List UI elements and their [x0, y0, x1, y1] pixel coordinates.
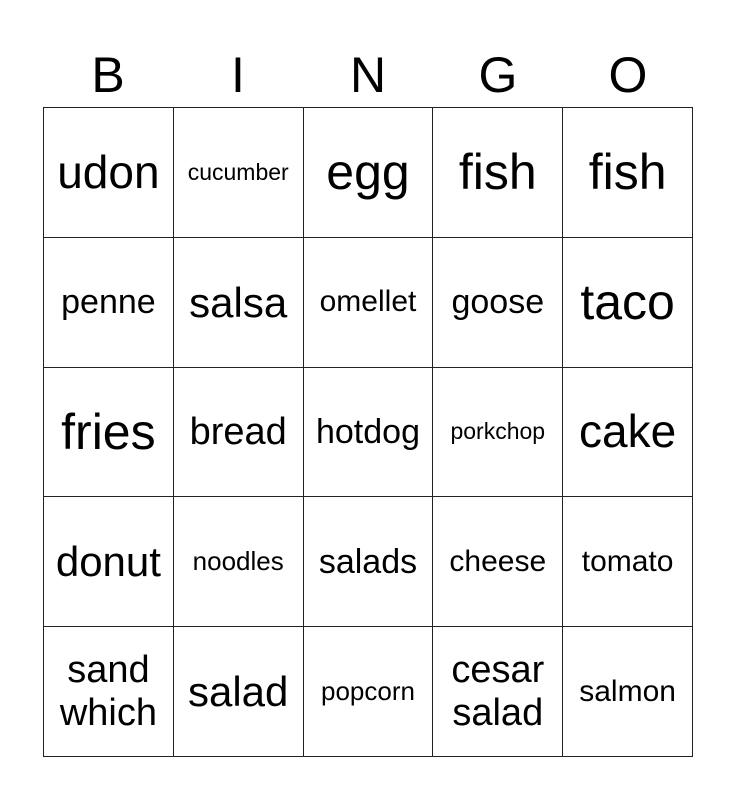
cell-label: fries [61, 403, 156, 460]
bingo-cell[interactable] [433, 368, 563, 498]
bingo-cell[interactable] [304, 497, 434, 627]
bingo-cell[interactable] [563, 368, 693, 498]
bingo-cell[interactable] [433, 108, 563, 238]
bingo-cell[interactable] [563, 238, 693, 368]
cell-label: cucumber [187, 158, 289, 185]
cell-label: penne [61, 283, 156, 322]
cell-label: salad [187, 668, 289, 716]
bingo-cell[interactable] [433, 238, 563, 368]
cell-label: taco [580, 274, 675, 331]
bingo-cell[interactable] [44, 368, 174, 498]
bingo-card [43, 107, 693, 757]
cell-label: cesar salad [451, 649, 545, 734]
bingo-cell[interactable] [304, 108, 434, 238]
bingo-cell[interactable] [433, 627, 563, 757]
bingo-cell[interactable] [44, 497, 174, 627]
cell-label: donut [55, 538, 161, 586]
cell-label: sand which [59, 649, 157, 734]
cell-label: fish [458, 144, 537, 201]
bingo-cell[interactable] [563, 627, 693, 757]
cell-label: salsa [189, 278, 288, 326]
bingo-cell[interactable] [563, 108, 693, 238]
bingo-cell[interactable] [174, 108, 304, 238]
cell-label: cake [579, 405, 677, 458]
cell-label: porkchop [450, 418, 546, 445]
bingo-cell[interactable] [44, 238, 174, 368]
bingo-cell[interactable] [174, 238, 304, 368]
bingo-cell[interactable] [304, 368, 434, 498]
cell-label: egg [326, 144, 410, 201]
header-letter-i: I [231, 47, 245, 103]
header-letter-b: B [91, 47, 125, 103]
cell-label: bread [189, 410, 287, 453]
cell-label: salads [318, 542, 418, 581]
bingo-cell[interactable] [304, 627, 434, 757]
bingo-cell[interactable] [433, 497, 563, 627]
cell-label: popcorn [321, 676, 415, 707]
bingo-cell[interactable] [174, 627, 304, 757]
bingo-cell[interactable] [44, 108, 174, 238]
bingo-cell[interactable] [174, 497, 304, 627]
cell-label: salmon [579, 674, 676, 708]
cell-label: hotdog [315, 412, 420, 451]
cell-label: noodles [192, 546, 284, 577]
cell-label: udon [57, 145, 160, 198]
cell-label: cheese [449, 544, 547, 578]
header-letter-g: G [478, 47, 518, 103]
bingo-cell[interactable] [174, 368, 304, 498]
bingo-cell[interactable] [563, 497, 693, 627]
bingo-header [43, 45, 693, 105]
header-letter-n: N [349, 47, 387, 103]
bingo-cell[interactable] [44, 627, 174, 757]
cell-label: omellet [319, 285, 417, 319]
cell-label: tomato [581, 544, 674, 578]
bingo-cell[interactable] [304, 238, 434, 368]
cell-label: goose [451, 283, 545, 322]
cell-label: fish [588, 144, 667, 201]
header-letter-o: O [608, 47, 648, 103]
